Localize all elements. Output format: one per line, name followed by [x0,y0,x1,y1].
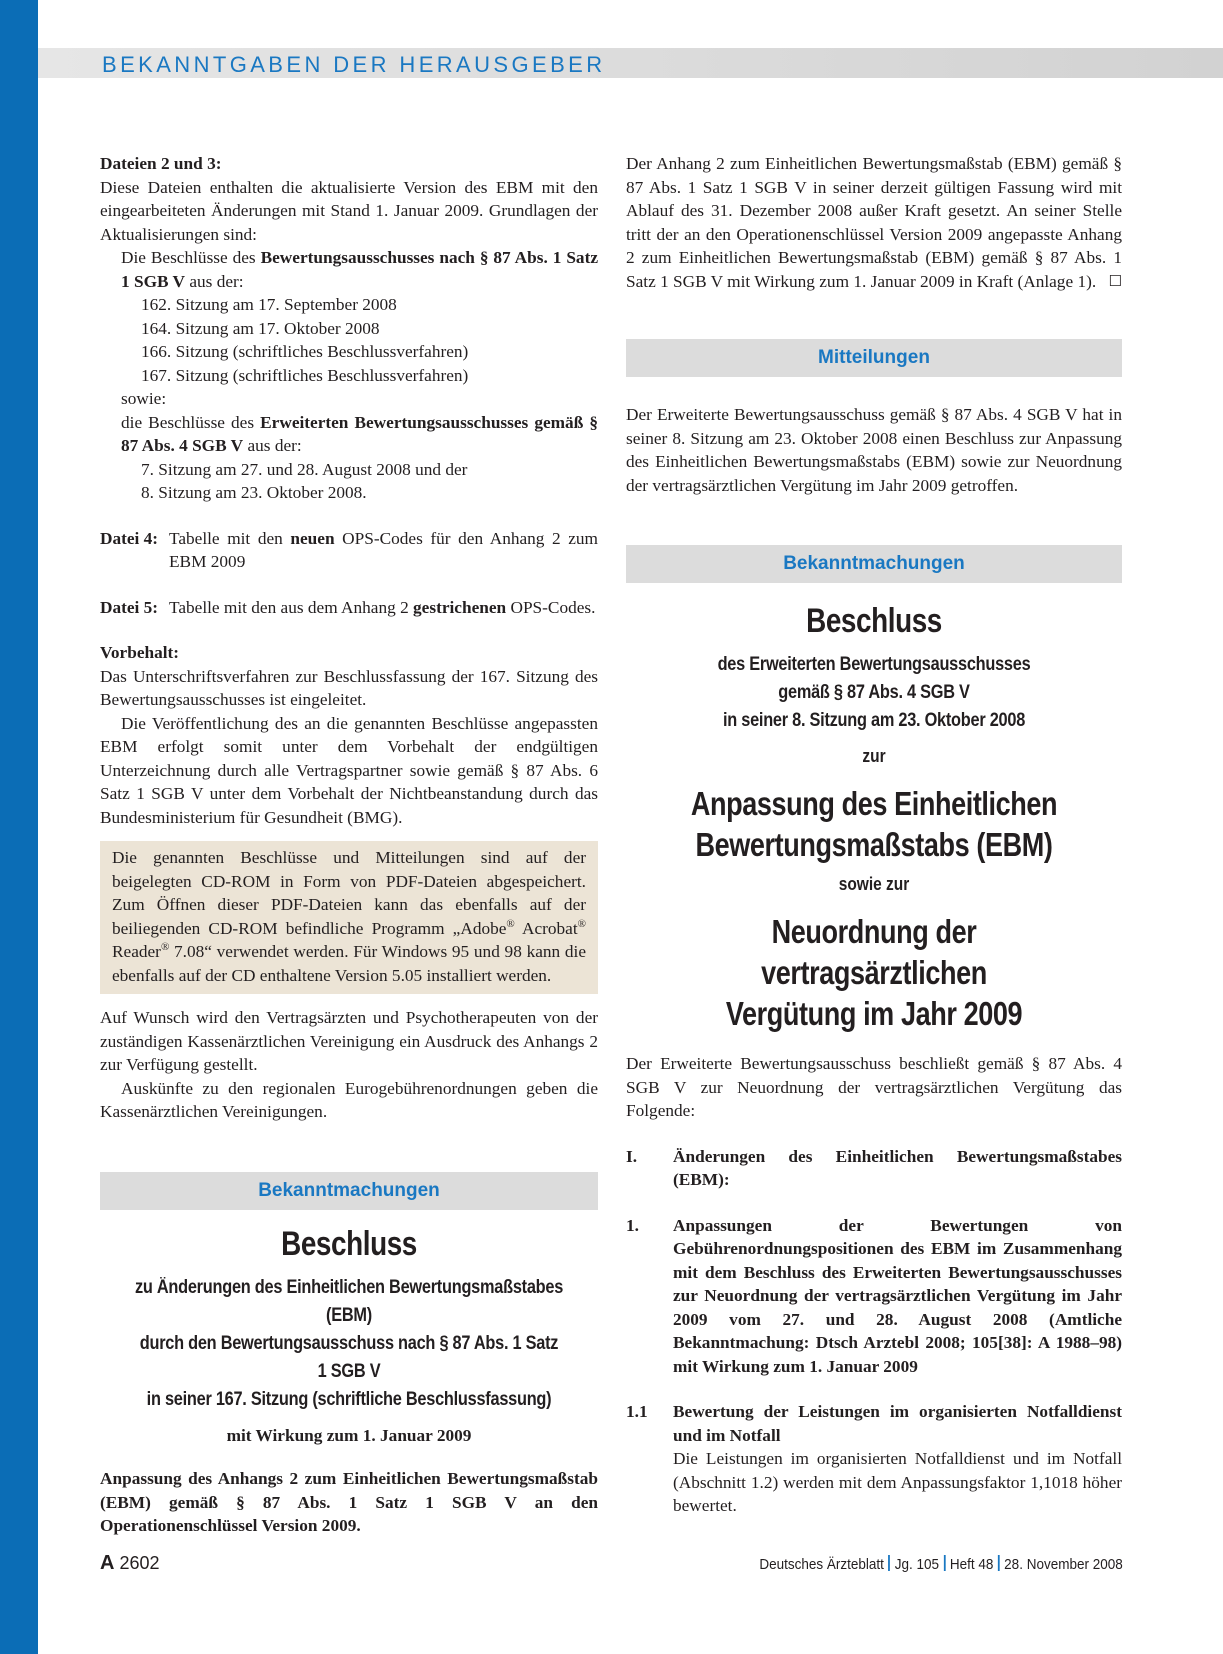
item-I: I. Änderungen des Einheitlichen Bewertungsmaßstabes (EBM): [626,1146,1122,1189]
sitzung-item: 8. Sitzung am 23. Oktober 2008. [141,483,367,502]
right-column [626,152,1122,1518]
left-column [100,152,598,1538]
beschluesse-ba: Die Beschlüsse des Bewertungsausschusses nach § 87 Abs. 1 Satz 1 SGB V aus der: [121,248,598,291]
dateien23-label: Dateien 2 und 3: [100,154,222,173]
beschluss-subtitle-line: in seiner 8. Sitzung am 23. Oktober 2008 [722,710,1026,731]
anhang-text: Der Anhang 2 zum Einheitlichen Bewertungsmaßstab (EBM) gemäß § 87 Abs. 1 Satz 1 SGB V in seiner derzeit gültigen Fassung wird mit Ablauf des 31. Dezember 2008 außer Kraft gesetzt. An seiner Stelle tritt der an den Operationenschlüssel Version 2009 angepasste Anhang 2 zum Einheitlichen Bewertungsmaßstab (EBM) gemäß § 87 Abs. 1 Satz 1 SGB V mit Wirkung zum 1. Januar 2009 in Kraft (Anlage 1). ☐ [626,152,1122,293]
sitzung-item: 164. Sitzung am 17. Oktober 2008 [141,318,380,338]
beschluesse-eba: die Beschlüsse des Erweiterten Bewertungsausschusses gemäß § 87 Abs. 4 SGB V aus der: [121,412,599,455]
beschluss-subtitle-line: des Erweiterten Bewertungsausschusses [717,654,1031,675]
beschluss-subtitle-line: durch den Bewertungsausschuss nach § 87 Abs. 1 Satz 1 SGB V [139,1332,559,1382]
mitteilungen-text: Der Erweiterte Bewertungsausschuss gemäß § 87 Abs. 4 SGB V hat in seiner 8. Sitzung am 23. Oktober 2008 einen Beschluss zur Anpassung des Einheitlichen Bewertungsmaßstabs (EBM) sowie zur Neuordnung der vertragsärztlichen Vergütung im Jahr 2009 getroffen. [626,405,1122,495]
datei5-entry: Datei 5: Tabelle mit den aus dem Anhang 2 gestrichenen OPS-Codes. [100,597,596,617]
intro-text: Der Erweiterte Bewertungsausschuss beschließt gemäß § 87 Abs. 4 SGB V zur Neuordnung der vertragsärztlichen Vergütung das Folgende: [626,1054,1122,1120]
wirkung-line: mit Wirkung zum 1. Januar 2009 [226,1425,472,1445]
sitzung-item: 166. Sitzung (schriftliches Beschlussverfahren) [141,342,469,361]
beschluss-subtitle-line: zu Änderungen des Einheitlichen Bewertungsmaßstabes (EBM) [134,1276,564,1326]
big-heading-line: Bewertungsmaßstabs (EBM) [695,826,1053,863]
dateien23-text: Diese Dateien enthalten die aktualisierte Version des EBM mit den eingearbeiteten Änderungen mit Stand 1. Januar 2009. Grundlagen der Aktualisierungen sind: [100,177,598,244]
sowie-text: sowie: [121,389,167,408]
item-1: 1. Anpassungen der Bewertungen von Gebührenordnungspositionen des EBM im Zusammenhang mit dem Beschluss des Erweiterten Bewertungsausschusses zur Neuordnung der vertragsärztlichen Vergütung im Jahr 2009 vom 27. und 28. August 2008 (Amtliche Bekanntmachung: Dtsch Arztebl 2008; 105[38]: A 1988–98) mit Wirkung zum 1. Januar 2009 [626,1215,1122,1376]
mitteilungen-bar: Mitteilungen [626,339,1122,377]
vorbehalt-p2: Die Veröffentlichung des an die genannten Beschlüsse angepassten EBM erfolgt somit unter dem Vorbehalt der endgültigen Unterzeichnung durch alle Vertragspartner sowie gemäß § 87 Abs. 6 Satz 1 SGB V unter dem Vorbehalt der Nichtbeanstandung durch das Bundesministerium für Gesundheit (BMG). [100,713,598,827]
big-heading-line: Anpassung des Einheitlichen [690,785,1058,822]
section-header: BEKANNTGABEN DER HERAUSGEBER [102,52,606,77]
beschluss-subtitle-line: gemäß § 87 Abs. 4 SGB V [778,682,970,703]
bekanntmachungen-bar: Bekanntmachungen [626,545,1122,583]
wunsch-p2: Auskünfte zu den regionalen Eurogebührenordnungen geben die Kassenärztlichen Vereinigungen. [100,1078,598,1121]
wunsch-p1: Auf Wunsch wird den Vertragsärzten und Psychotherapeuten von der zuständigen Kassenärztlichen Vereinigung ein Ausdruck des Anhangs 2 zur Verfügung gestellt. [100,1008,598,1074]
journal-info: Deutsches Ärzteblatt Jg. 105 Heft 48 28. November 2008 [759,1556,1123,1573]
sitzung-item: 162. Sitzung am 17. September 2008 [141,295,397,314]
big-heading-line: Vergütung im Jahr 2009 [725,995,1023,1032]
page-number: A 2602 [100,1552,160,1574]
sitzung-item: 7. Sitzung am 27. und 28. August 2008 und der [141,459,468,479]
sowie-zur-label: sowie zur [838,874,910,894]
big-heading-line: Neuordnung der vertragsärztlichen [761,913,987,991]
beschluss-title: Beschluss [281,1224,417,1263]
beschluss-title: Beschluss [806,602,942,640]
datei4-entry: Datei 4: Tabelle mit den neuen OPS-Codes für den Anhang 2 zum EBM 2009 [100,528,599,571]
vorbehalt-p1: Das Unterschriftsverfahren zur Beschlussfassung der 167. Sitzung des Bewertungsausschusses ist eingeleitet. [100,666,598,709]
cdrom-info-box: Die genannten Beschlüsse und Mitteilungen sind auf der beigelegten CD-ROM in Form von PDF-Dateien abgespeichert. Zum Öffnen dieser PDF-Dateien kann das ebenfalls auf der beiliegenden CD-ROM befindliche Programm „Adobe® Acrobat® Reader® 7.08“ verwendet werden. Für Windows 95 und 98 kann die ebenfalls auf der CD enthaltene Version 5.05 installiert werden. [100,841,598,994]
vorbehalt-label: Vorbehalt: [100,643,180,662]
item-1-1: 1.1 Bewertung der Leistungen im organisierten Notfalldienst und im Notfall Die Leistungen im organisierten Notfalldienst und im Notfall (Abschnitt 1.2) werden mit dem Anpassungsfaktor 1,1018 höher bewertet. [626,1402,1122,1515]
bekanntmachungen-bar: Bekanntmachungen [100,1172,598,1210]
sidebar-stripe [0,0,38,1654]
beschluss-subtitle-line: in seiner 167. Sitzung (schriftliche Beschlussfassung) [146,1388,552,1410]
anpassung-anhang2: Anpassung des Anhangs 2 zum Einheitlichen Bewertungsmaßstab (EBM) gemäß § 87 Abs. 1 Satz 1 SGB V an den Operationenschlüssel Version 2009. [100,1469,598,1535]
zur-label: zur [862,746,886,766]
end-mark-icon: ☐ [1108,271,1122,290]
sitzung-item: 167. Sitzung (schriftliches Beschlussverfahren) [141,365,469,385]
